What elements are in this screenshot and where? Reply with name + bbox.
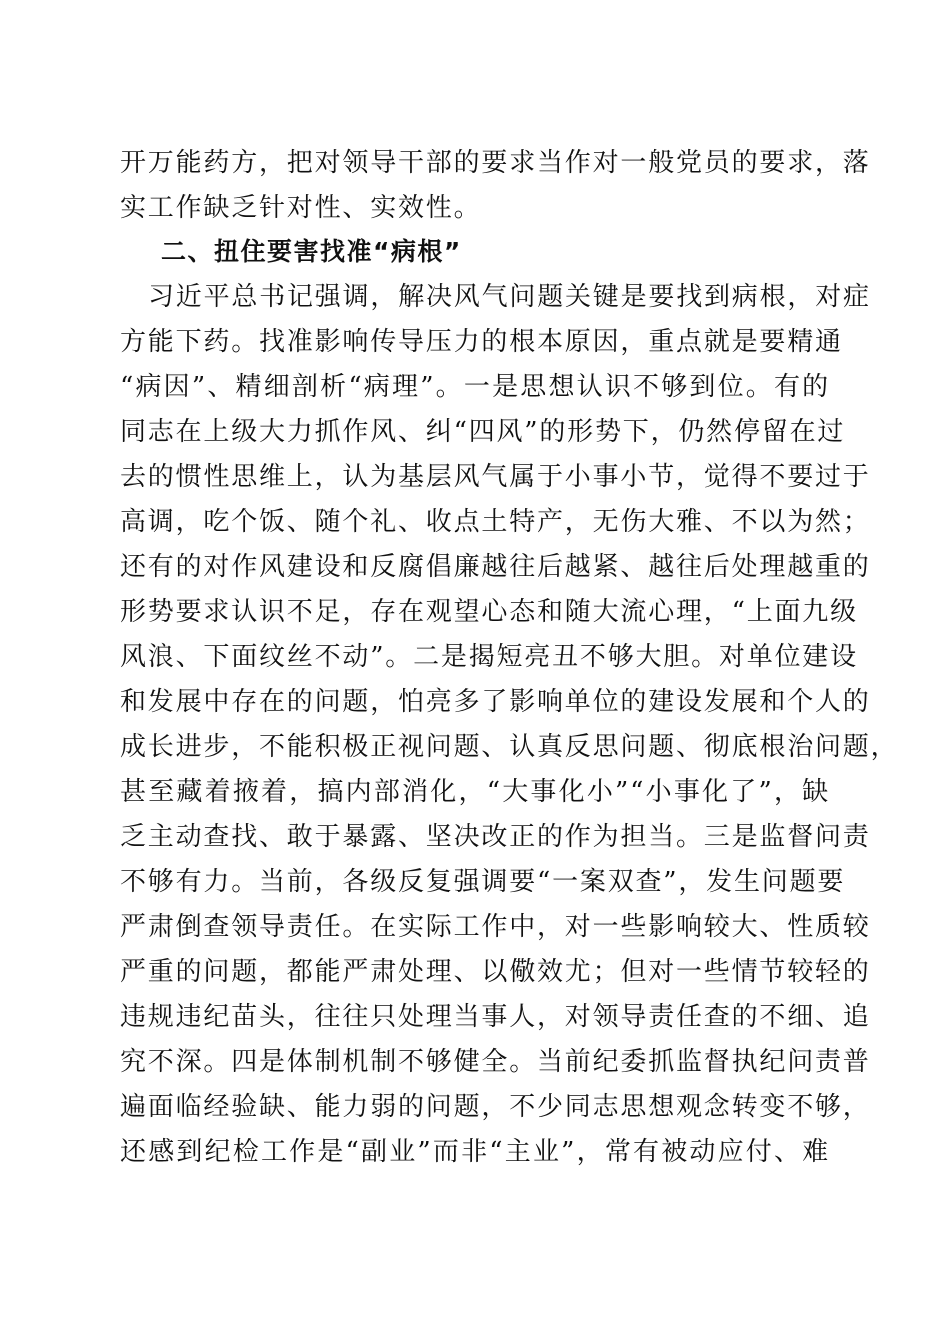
body-text-line: 还感到纪检工作是“副业”而非“主业”，常有被动应付、难 [120,1137,830,1167]
body-text-line: 不够有力。当前，各级反复强调要“一案双查”，发生问题要 [120,867,846,897]
body-text-line: 方能下药。找准影响传导压力的根本原因，重点就是要精通 [120,327,843,357]
body-text-line: 违规违纪苗头，往往只处理当事人，对领导责任查的不细、追 [120,1002,871,1032]
body-text-line: 和发展中存在的问题，怕亮多了影响单位的建设发展和个人的 [120,687,871,717]
body-text-line: 同志在上级大力抓作风、纠“四风”的形势下，仍然停留在过 [120,417,846,447]
body-text-line: 去的惯性思维上，认为基层风气属于小事小节，觉得不要过于 [120,462,871,492]
body-text-line: 究不深。四是体制机制不够健全。当前纪委抓监督执纪问责普 [120,1047,871,1077]
body-text-line: 严肃倒查领导责任。在实际工作中，对一些影响较大、性质较 [120,912,871,942]
body-text-line: 成长进步，不能积极正视问题、认真反思问题、彻底根治问题， [120,732,899,762]
body-text-line: 形势要求认识不足，存在观望心态和随大流心理，“上面九级 [120,597,858,627]
body-text-line: 风浪、下面纹丝不动”。二是揭短亮丑不够大胆。对单位建设 [120,642,858,672]
body-text-line: “病因”、精细剖析“病理”。一是思想认识不够到位。有的 [120,372,830,402]
body-text-line: 习近平总书记强调，解决风气问题关键是要找到病根，对症 [148,282,871,312]
section-heading: 二、扭住要害找准“病根” [161,237,462,266]
body-text-line: 实工作缺乏针对性、实效性。 [120,193,482,223]
body-text-line: 还有的对作风建设和反腐倡廉越往后越紧、越往后处理越重的 [120,552,871,582]
body-text-line: 遍面临经验缺、能力弱的问题，不少同志思想观念转变不够， [120,1092,871,1122]
body-text-line: 高调，吃个饭、随个礼、收点土特产，无伤大雅、不以为然； [120,507,871,537]
body-text-line: 开万能药方，把对领导干部的要求当作对一般党员的要求，落 [120,148,871,178]
body-text-line: 乏主动查找、敢于暴露、坚决改正的作为担当。三是监督问责 [120,822,871,852]
body-text-line: 甚至藏着掖着，搞内部消化，“大事化小”“小事化了”，缺 [120,777,830,807]
body-text-line: 严重的问题，都能严肃处理、以儆效尤；但对一些情节较轻的 [120,957,871,987]
